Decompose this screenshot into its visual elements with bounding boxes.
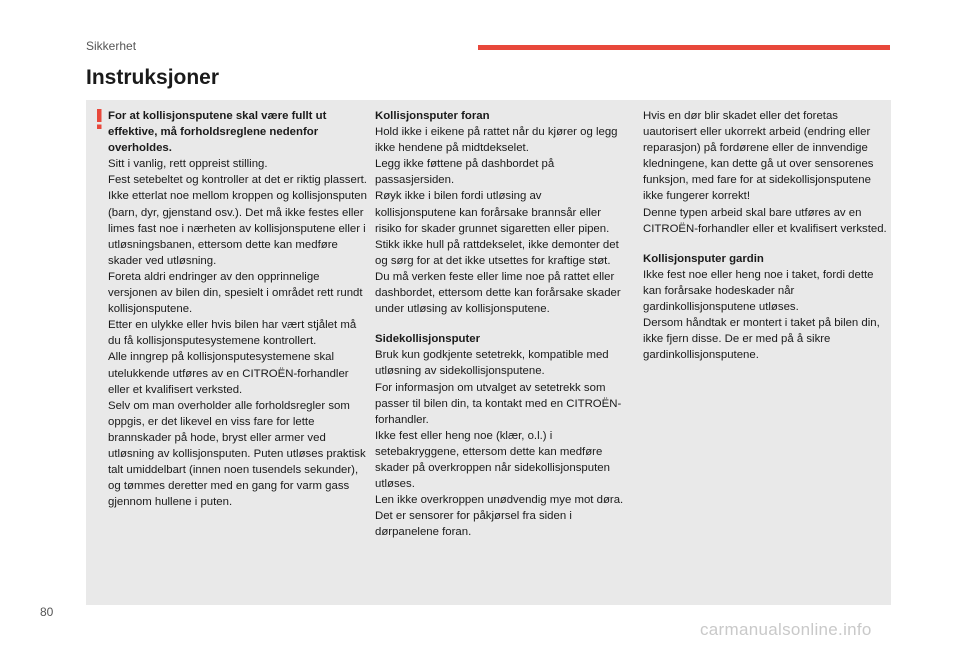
section-label: Sikkerhet (86, 39, 137, 53)
page-title: Instruksjoner (86, 66, 220, 89)
curtain-airbags-heading: Kollisjonsputer gardin (643, 252, 764, 265)
watermark: carmanualsonline.info (700, 620, 872, 639)
curtain-airbags-body: Ikke fest noe eller heng noe i taket, fordi dette kan forårsake hodeskader når gardinkollisjonsputene utløses. Dersom håndtak er montert i taket på bilen din, ikke fjern disse. De er med på å sikre gardinkollisjonsputene. (643, 268, 880, 362)
curtain-airbags-column (643, 108, 893, 363)
front-airbags-body: Hold ikke i eikene på rattet når du kjører og legg ikke hendene på midtdekselet. Legg ikke føttene på dashbordet på passasjersiden. Røyk ikke i bilen fordi utløsing av kollisjonsputene kan forårsake brannsår eller risiko for skader grunnet sigaretten eller pipen. Stikk ikke hull på rattdekselet, ikke demonter det og sørg for at det ikke utsettes for kraftige støt. Du må verken feste eller lime noe på rattet eller dashbordet, ettersom dette kan forårsake skader under utløsing av kollisjonsputene. (375, 126, 621, 316)
front-airbags-heading: Kollisjonsputer foran (375, 110, 490, 122)
warning-body: Sitt i vanlig, rett oppreist stilling. Fest setebeltet og kontroller at det er riktig plassert. Ikke etterlat noe mellom kroppen og kollisjonsputen (barn, dyr, gjenstand osv.). Det må ikke festes eller limes fast noe i nærheten av kollisjonsputene eller i utløsningsbanen, ettersom dette kan medføre skader ved utløsning. Foreta aldri endringer av den opprinnelige versjonen av bilen din, spesielt i området rett rundt kollisjonsputene. Etter en ulykke eller hvis bilen har vært stjålet må du få kollisjonsputesystemene kontrollert. Alle inngrep på kollisjonsputesystemene skal utelukkende utføres av en CITROËN-forhandler eller et kvalifisert verksted. Selv om man overholder alle forholdsregler som oppgis, er det likevel en viss fare for lette brannskader på hode, bryst eller armer ved utløsning av kollisjonsputen. Puten utløses praktisk talt umiddelbart (innen noen tusendels sekunder), og tømmes deretter med en gang for varm gass gjennom hullene i puten. (108, 158, 367, 509)
warning-column (108, 108, 370, 510)
side-airbags-body: Bruk kun godkjente setetrekk, kompatible med utløsning av sidekollisjonsputene. For informasjon om utvalget av setetrekk som passer til bilen din, ta kontakt med en CITROËN-forhandler. Ikke fest eller heng noe (klær, o.l.) i setebakryggene, ettersom dette kan medføre skader på overkroppen når sidekollisjonsputen utløses. Len ikke overkroppen unødvendig mye mot døra. Det er sensorer for påkjørsel fra siden i dørpanelene foran. (375, 349, 624, 539)
front-side-airbags-column (375, 108, 625, 540)
exclamation-icon (93, 108, 105, 130)
door-damage-body: Hvis en dør blir skadet eller det foretas uautorisert eller ukorrekt arbeid (endring eller reparasjon) på fordørene eller de innvendige kledningene, kan dette gå ut over sensorenes funksjon, med fare for at sidekollisjonsputene ikke fungerer korrekt! Denne typen arbeid skal bare utføres av en CITROËN-forhandler eller et kvalifisert verksted. (643, 110, 887, 235)
side-airbags-heading: Sidekollisjonsputer (375, 333, 481, 346)
warning-heading: For at kollisjonsputene skal være fullt ut effektive, må forholdsreglene nedenfor overholdes. (108, 110, 327, 155)
page-number: 80 (40, 605, 54, 619)
section-accent-bar (478, 45, 890, 50)
